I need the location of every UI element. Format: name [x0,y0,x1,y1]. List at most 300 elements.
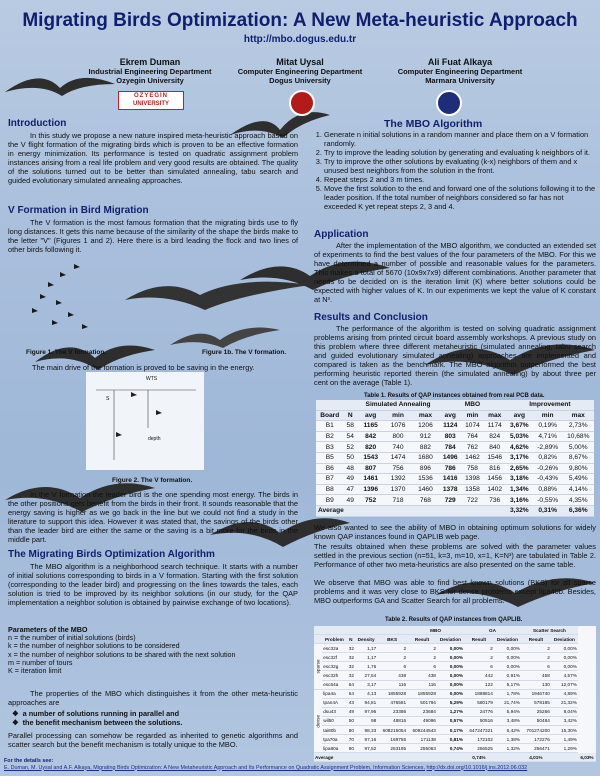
application-heading: Application [314,229,369,240]
table-cell: 3,67% [506,421,533,432]
table-cell: 4,62% [506,442,533,453]
table-cell: 172102 [464,735,494,744]
table-cell: 6,42% [494,726,521,735]
v-formation-diagram [86,372,204,470]
table-cell: 3,17% [506,452,533,463]
table-cell: 0,00% [494,653,521,662]
fig1b-caption: Figure 1b. The V formation. [202,349,287,356]
group-header: GA [464,626,521,635]
table-cell: esc32g [322,662,346,671]
table-cell: 4,14% [563,484,595,495]
table-cell: 48816 [377,716,407,725]
table-cell: 1370 [384,484,411,495]
table-cell: 762 [461,442,483,453]
table-cell: 1,32% [494,744,521,753]
table-2 [314,626,596,762]
table-cell: 784 [439,442,461,453]
table-row [316,474,594,485]
table-cell: 3,16% [506,495,533,506]
average-label: Average [314,753,464,762]
table-row [314,680,596,689]
author-univ: Ozyegin University [116,76,184,85]
group-header: Simulated Annealing [357,400,439,410]
table-cell: 816 [484,463,506,474]
author-3 [375,58,545,85]
table-cell: 50516 [464,716,494,725]
results-text: The performance of the algorithm is tested on solving quadratic assignment problems arising from printed circuit board assembly workshops. A previous study on this problem where three different metaheuristic (simulated annealing, tabu search and guided evolutionary simulated annealing) approaches are implemented and compared is taken as the benchmark. The MBO algorithm outperformed the best performing heuristic reported therein (the simulated annealing) by about three per cent on the average (Table 1). [314,324,596,387]
table-cell: 5,29% [437,698,464,707]
table-row [314,735,596,744]
table-cell: 12,07% [551,680,578,689]
application-text: After the implementation of the MBO algorithm, we conducted an extended set of experiments to find the best values of the four parameters of the MBO. For this we have determined a number of possible and reasonable values for the parameters. This makes a total of 5670 (10x9x7x9) different combinations. Another parameter that needs to be decided on is the iteration limit (K) where better solutions could be expected with higher values of K. In our experiments we kept the value of K constant at N³. [314,241,596,304]
table-cell: 49 [347,707,355,716]
group-header: MBO [439,400,506,410]
table-cell: 882 [412,442,439,453]
table-cell: tpan4A [322,698,346,707]
table-cell: 824 [484,431,506,442]
group-header: MBO [407,626,464,635]
column-header: Result [464,635,494,644]
table-cell: 5,00% [563,442,595,453]
algorithm-step: 1. Generate n initial solutions in a random manner and place them on a V formation randomly. [324,130,596,148]
table-cell: 58 [343,421,357,432]
table-row [314,662,596,671]
table-cell: 49096 [407,716,437,725]
table-row [316,484,594,495]
column-header: avg [357,410,384,421]
table-cell: 94,81 [355,698,377,707]
table-cell: 1855928 [377,689,407,698]
table-cell: 1461 [357,474,384,485]
results-text-2: We also wanted to see the ability of MBO in obtaining optimum solutions for widely known QAP instances found in QAPLIB web page. [314,523,596,541]
poster-title: Migrating Birds Optimization: A New Meta-heuristic Approach [22,10,578,31]
table-cell: 0,81% [437,735,464,744]
table-cell: 6 [377,662,407,671]
table-cell: 803 [439,431,461,442]
table-cell: 98 [355,716,377,725]
table-cell: 97,52 [355,744,377,753]
table-cell: -2,89% [533,442,563,453]
table-cell: 23386 [377,707,407,716]
column-header: Deviation [551,635,578,644]
table-cell: 32 [347,671,355,680]
footer-citation[interactable]: E. Duman, M. Uysal and A.F. Alkaya, Migrating Birds Optimization: A New Metaheuristic Approach and Its Performance on Quadratic Assignment Problem, Information Sciences, [4,764,425,771]
vform-text-2: In the V formation the leader bird is the one spending most energy. The birds in the other positions gets benefit from the birds in their front. It sounds reasonable that the energy saving is higher as we go back in the line but we could not find a study in the literature to support this idea. However it was stated that, the savings of the birds other than the leader bird are either the same or the saving is a bit more for the birds in the middle part. [8,490,298,544]
param-K: K = iteration limit [8,666,62,676]
table-cell: 21,74% [494,698,521,707]
table-cell: 0,88% [533,484,563,495]
table-row [316,495,594,506]
table-cell: 768 [412,495,439,506]
table-cell: 97,96 [355,707,377,716]
table-cell: 1946740 [521,689,551,698]
table-cell: 2,65% [506,463,533,474]
table-cell: 255063 [407,744,437,753]
table-cell: 3,48% [494,716,521,725]
table-cell: 729 [439,495,461,506]
fig1-caption: Figure 1. The V formation. [26,349,107,356]
table1-column-headers [316,410,594,421]
table2-caption: Table 2. Results of QAP instances from QAPLIB. [385,617,523,623]
table-cell: 1378 [439,484,461,495]
algorithm-step: 3. Try to improve the other solutions by evaluating (k-x) neighbors of them and x unused best neighbors from the solution in the front. [324,157,596,175]
table-cell: 80 [347,726,355,735]
table-cell: 2 [521,653,551,662]
table-cell: 6 [521,662,551,671]
table-cell: 0,00% [437,671,464,680]
table-cell: 3,17 [355,680,377,689]
column-header: min [384,410,411,421]
table-cell: 1460 [412,484,439,495]
column-header: N [347,635,355,644]
table-cell: 32 [347,662,355,671]
table-cell: 722 [461,495,483,506]
author-2 [220,58,380,85]
intro-heading: Introduction [8,118,67,129]
column-header: BKS [377,635,407,644]
table-row [314,716,596,725]
label-depth: depth [148,436,161,442]
table-cell: 1174 [484,421,506,432]
table-cell: 6 [464,662,494,671]
author-univ: Dogus University [269,76,331,85]
author-dept: Industrial Engineering Department [88,67,212,76]
table-cell: 4,71% [533,431,563,442]
table-cell: 1474 [384,452,411,463]
table-cell: wil50 [322,716,346,725]
table-cell: lipa80a [322,744,346,753]
column-header: max [484,410,506,421]
table-cell: 438 [407,671,437,680]
table-cell: B2 [316,431,343,442]
vform-heading: V Formation in Bird Migration [8,205,149,216]
table-cell: 1,27% [437,707,464,716]
table-cell: 8,67% [563,452,595,463]
results-heading: Results and Conclusion [314,312,428,323]
table-cell: esc64a [322,680,346,689]
table-cell: 2 [464,644,494,653]
table-cell: 0,00% [437,653,464,662]
table-cell: esc32f [322,653,346,662]
table-cell: 43 [347,698,355,707]
column-header: Density [355,635,377,644]
table-cell: 9,80% [563,463,595,474]
table2-column-headers [314,635,596,644]
table-cell: 580179 [464,698,494,707]
table-cell: 476581 [377,698,407,707]
table-cell: 1396 [357,484,384,495]
table-cell: 840 [484,442,506,453]
table-cell: 1358 [461,484,483,495]
param-m: m = number of tours [8,657,73,667]
column-header: max [412,410,439,421]
table-row [314,726,596,735]
mbo-heading: The Migrating Birds Optimization Algorithm [8,549,215,560]
table-cell: dsu43 [322,707,346,716]
param-k: k = the number of neighbor solutions to be considered [8,641,180,651]
table-cell: 1206 [412,421,439,432]
table-cell: 1,29% [551,744,578,753]
table-cell: 1076 [384,421,411,432]
algorithm-steps [312,130,596,211]
table-cell: 438 [377,671,407,680]
table-cell: 98,33 [355,726,377,735]
column-header: min [533,410,563,421]
column-header: N [343,410,357,421]
table-cell: 1,78% [494,689,521,698]
label-wts: WTS [146,376,158,382]
table-cell: 122 [464,680,494,689]
table-row [314,653,596,662]
table-cell: B3 [316,442,343,453]
table-cell: 171138 [407,735,437,744]
mbo-text: The MBO algorithm is a neighborhood search technique. It starts with a number of initial solutions corresponding to birds in a V formation. Starting with the first solution (corresponding to the leader bird) and progressing on the lines towards the tales, each solution is tried to be improved by its neighbor solutions (in our study, for the QAP implementation a neighbor solution is obtained by pairwise exchange of two locations). [8,562,298,607]
table-cell: 1,76 [355,662,377,671]
table-cell: 23684 [407,707,437,716]
table-cell: 736 [484,495,506,506]
column-header: Result [407,635,437,644]
table-cell: 608215054 [377,726,407,735]
author-1 [70,58,230,85]
table-cell: 64 [347,680,355,689]
table-cell: 32 [347,644,355,653]
table-cell: 0,00% [437,662,464,671]
param-x: x = the number of neighbor solutions to be shared with the next solution [8,649,236,659]
algorithm-step: 4. Repeat steps 2 and 3 m times. [324,175,596,184]
project-url[interactable]: http://mbo.dogus.edu.tr [243,34,357,45]
table-cell: 48 [343,463,357,474]
table-row [316,463,594,474]
table-cell: 786 [439,463,461,474]
side-header [314,635,322,644]
column-header: Result [521,635,551,644]
table-cell: 2 [464,653,494,662]
dogus-logo [289,90,315,116]
table-cell: 758 [461,463,483,474]
average-cell: 3,32% [506,505,533,516]
average-cell: 0,74% [464,753,494,762]
table-cell: 4,57% [551,671,578,680]
table-cell: B8 [316,484,343,495]
table-cell: B5 [316,452,343,463]
table-cell: 718 [384,495,411,506]
table-cell: B1 [316,421,343,432]
table-cell: 64 [347,689,355,698]
table-cell: 80 [347,744,355,753]
table-cell: 2,73% [563,421,595,432]
table-cell: B7 [316,474,343,485]
table-row [316,431,594,442]
column-header: Board [316,410,343,421]
table-row [314,744,596,753]
table-cell: 49 [343,495,357,506]
table-cell: 2 [407,653,437,662]
table-cell: 609244543 [407,726,437,735]
table-cell: 1402 [484,484,506,495]
column-header: max [563,410,595,421]
group-header: Improvement [506,400,594,410]
props-list [12,709,182,727]
table2-body [314,644,596,753]
table-row [316,421,594,432]
table-cell: 47 [343,484,357,495]
prop-item: ❖ the benefit mechanism between the solutions. [12,718,183,727]
table-cell: 1124 [439,421,461,432]
table-cell: 1496 [439,452,461,463]
average-cell: 6,36% [563,505,595,516]
table-cell: 0,19% [533,421,563,432]
table-cell: 97,16 [355,735,377,744]
table-cell: lipa4a [322,689,346,698]
table-cell: 647247321 [464,726,494,735]
table-cell: 0,00% [437,689,464,698]
table-cell: 0,82% [533,452,563,463]
table-cell: 501794 [407,698,437,707]
table-cell: 2 [377,653,407,662]
table-cell: 4,35% [563,495,595,506]
table-row [314,707,596,716]
algorithm-step: 5. Move the first solution to the end and forward one of the solutions following it to the leader position. If the total number of neighbors considered so far has not exceeded K yet repeat steps 2, 3 and 4. [324,184,596,211]
table-cell: 27,54 [355,671,377,680]
table-cell: 5,49% [563,474,595,485]
props-text: The properties of the MBO which distinguishes it from the other meta-heuristic approaches are [8,689,298,707]
table-cell: 1456 [484,474,506,485]
table-cell: 5,94% [494,707,521,716]
author-name: Mitat Uysal [276,57,324,67]
table-cell: 0,00% [494,662,521,671]
table-cell: 1,49% [551,735,578,744]
table-cell: 842 [357,431,384,442]
params-block [8,626,298,675]
table-cell: 50 [347,716,355,725]
column-header: avg [439,410,461,421]
table1-caption: Table 1. Results of QAP instances obtained from real PCB data. [364,393,545,399]
table-cell: 50484 [521,716,551,725]
table-cell: 0,00% [437,644,464,653]
v-formation-figure-1 [12,258,112,340]
table-cell: 0,00% [551,644,578,653]
table-cell: 2 [407,644,437,653]
label-s: S [106,396,110,402]
table-cell: 1,34% [506,484,533,495]
table-cell: tai80b [322,726,346,735]
table-cell: 1855928 [407,689,437,698]
table-cell: 1,17 [355,653,377,662]
table-cell: 0,00% [437,680,464,689]
param-n: n = the number of initial solutions (birds) [8,633,136,643]
average-cell: 4,01% [521,753,551,762]
column-header: Problem [322,635,346,644]
table-cell: 4,89% [551,689,578,698]
footer-label: For the details see: [4,758,54,764]
table-cell: 15,30% [551,726,578,735]
table-cell: -0,26% [533,463,563,474]
table-cell: 0,00% [494,644,521,653]
table-cell: 1074 [461,421,483,432]
table-row [314,689,596,698]
side-label: dense [314,689,322,753]
table-cell: 1,38% [494,735,521,744]
table-row [314,671,596,680]
table-cell: 0,57% [437,716,464,725]
table-cell: 0,00% [551,662,578,671]
table-cell: 740 [384,442,411,453]
table-cell: 756 [384,463,411,474]
table-cell: 820 [357,442,384,453]
table-cell: 0,00% [551,653,578,662]
table-cell: 24776 [464,707,494,716]
table-cell: 764 [461,431,483,442]
table-cell: 1546 [484,452,506,463]
footer-doi[interactable]: http://dx.doi.org/10.1016/j.ins.2012.06.032 [426,764,528,771]
table-cell: tpa70a [322,735,346,744]
table-row [316,442,594,453]
table-1 [316,400,594,517]
table-cell: 1,17 [355,644,377,653]
vform-text: The V formation is the most famous formation that the migrating birds use to fly long distances. It gets this name because of the similarity of the shape the birds make to the letter "V" (Figures 1 and 2). Here there is a bird leading the flock and two lines of other birds following it. [8,218,298,254]
mbo-closing: Parallel processing can somehow be regarded as inherited to genetic algorithms and scatter search but the benefit mechanism is totally unique to the MBO. [8,731,298,749]
algorithm-heading: The MBO Algorithm [384,118,483,130]
footer [4,758,527,771]
table-cell: 2 [377,644,407,653]
table-cell: 54 [343,431,357,442]
table-cell: 1398 [461,474,483,485]
table-cell: 130 [521,680,551,689]
table-cell: 0,74% [437,744,464,753]
table-cell: 2 [521,644,551,653]
table-cell: 458 [521,671,551,680]
table-cell: B9 [316,495,343,506]
vform-drive: The main drive of the formation is proved to be saving in the energy. [32,363,255,372]
table-cell: 3,42% [551,716,578,725]
column-header: min [461,410,483,421]
ozyegin-logo: ÖZYEĞİN UNIVERSITY [118,91,184,110]
author-univ: Marmara University [425,76,495,85]
table-cell: 70 [347,735,355,744]
table-cell: 6 [407,662,437,671]
table-cell: 172276 [521,735,551,744]
table-cell: esc32h [322,671,346,680]
table-cell: 1392 [384,474,411,485]
table-cell: 10,68% [563,431,595,442]
table-row [314,644,596,653]
table-cell: 50 [343,452,357,463]
table-cell: 32 [347,653,355,662]
table1-body [316,421,594,506]
author-dept: Computer Engineering Department [237,67,363,76]
table-cell: -0,43% [533,474,563,485]
table-row [316,452,594,463]
table-cell: 4,13 [355,689,377,698]
table-cell: 1543 [357,452,384,463]
table-cell: 578185 [521,698,551,707]
table-cell: 701274200 [521,726,551,735]
table-cell: 169755 [377,735,407,744]
table-cell: 0,17% [437,726,464,735]
prop-item: ❖ a number of solutions running in parallel and [12,709,180,718]
table-cell: -0,55% [533,495,563,506]
results-text-4: We observe that MBO was able to find best known solutions (BKS) for all sparse problems and it was very close to BKS for dense problems except lipa40b. Besides, MBO outperforms GA and Scatter Search for all problems. [314,578,596,605]
author-name: Ekrem Duman [119,57,181,67]
table-cell: 256525 [464,744,494,753]
table-cell: 5,03% [506,431,533,442]
table-cell: 752 [357,495,384,506]
algorithm-step: 2. Try to improve the leading solution by generating and evaluating k neighbors of it. [324,148,596,157]
table-cell: 1888814 [464,689,494,698]
table-cell: 5,17% [494,680,521,689]
column-header: Deviation [437,635,464,644]
table-cell: 896 [412,463,439,474]
